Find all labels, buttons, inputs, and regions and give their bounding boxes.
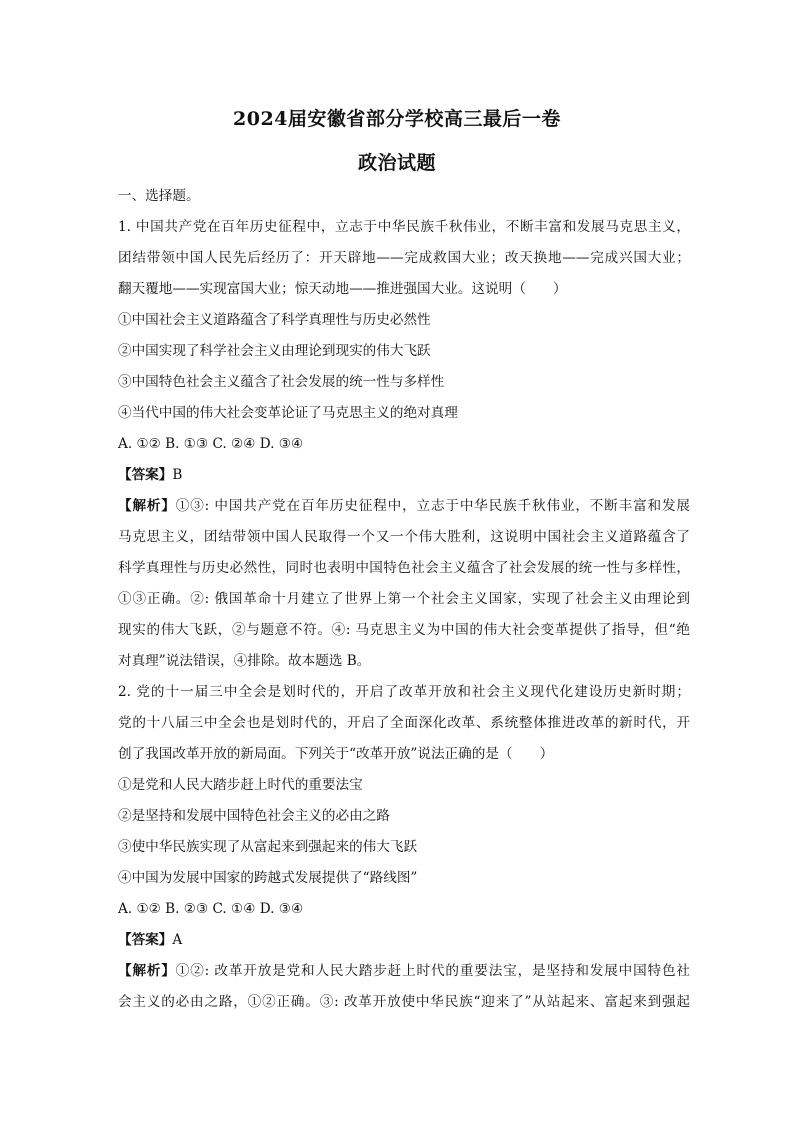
q2-analysis-line: 会主义的必由之路，①②正确。③: 改革开放使中华民族“迎来了”从站起来、富起来到强起 xyxy=(118,994,690,1010)
q1-analysis-line: ①③正确。②: 俄国革命十月建立了世界上第一个社会主义国家，实现了社会主义由理论到 xyxy=(118,591,690,607)
q1-analysis-line xyxy=(118,496,690,516)
q2-option: ②是坚持和发展中国特色社会主义的必由之路 xyxy=(118,808,390,824)
q2-option: ④中国为发展中国家的跨越式发展提供了“路线图” xyxy=(118,870,418,886)
q2-stem-line: 创了我国改革开放的新局面。下列关于“改革开放”说法正确的是（ ） xyxy=(118,746,554,762)
document-subtitle: 政治试题 xyxy=(357,152,436,174)
q1-analysis-line: 马克思主义，团结带领中国人民取得一个又一个伟大胜利，这说明中国社会主义道路蕴含了 xyxy=(118,529,690,545)
q2-analysis-line xyxy=(118,961,690,981)
answer-value: B xyxy=(172,467,183,483)
q2-choices: A. ①② B. ②③ C. ①④ D. ③④ xyxy=(118,901,304,917)
q1-choices: A. ①② B. ①③ C. ②④ D. ③④ xyxy=(118,436,304,452)
q1-option: ③中国特色社会主义蕴含了社会发展的统一性与多样性 xyxy=(118,374,445,390)
answer-tag: 【答案】 xyxy=(118,932,173,948)
section-heading: 一、选择题。 xyxy=(118,188,200,204)
answer-value: A xyxy=(172,932,183,948)
analysis-text: ①③: 中国共产党在百年历史征程中，立志于中华民族千秋伟业，不断丰富和发展 xyxy=(175,498,691,514)
q1-stem-line: 1. 中国共产党在百年历史征程中，立志于中华民族千秋伟业，不断丰富和发展马克思主义， xyxy=(118,219,690,235)
q2-option: ①是党和人民大踏步赶上时代的重要法宝 xyxy=(118,777,363,793)
document-title: 2024届安徽省部分学校高三最后一卷 xyxy=(233,108,561,130)
q2-option: ③使中华民族实现了从富起来到强起来的伟大飞跃 xyxy=(118,839,418,855)
q1-analysis-line: 现实的伟大飞跃，②与题意不符。④: 马克思主义为中国的伟大社会变革提供了指导，但“绝 xyxy=(118,622,690,638)
answer-tag: 【答案】 xyxy=(118,467,173,483)
q1-option: ①中国社会主义道路蕴含了科学真理性与历史必然性 xyxy=(118,312,431,328)
q1-answer xyxy=(118,465,690,485)
q2-answer xyxy=(118,930,690,950)
q1-stem-line: 翻天覆地——实现富国大业；惊天动地——推进强国大业。这说明（ ） xyxy=(118,281,567,297)
q2-stem-line: 2. 党的十一届三中全会是划时代的，开启了改革开放和社会主义现代化建设历史新时期； xyxy=(118,684,690,700)
analysis-text: ①②: 改革开放是党和人民大踏步赶上时代的重要法宝，是坚持和发展中国特色社 xyxy=(175,963,691,979)
q1-option: ②中国实现了科学社会主义由理论到现实的伟大飞跃 xyxy=(118,343,431,359)
q1-option: ④当代中国的伟大社会变革论证了马克思主义的绝对真理 xyxy=(118,405,458,421)
q2-stem-line: 党的十八届三中全会也是划时代的，开启了全面深化改革、系统整体推进改革的新时代，开 xyxy=(118,715,690,731)
q1-analysis-line: 对真理”说法错误，④排除。故本题选 B。 xyxy=(118,653,371,669)
analysis-tag: 【解析】 xyxy=(118,498,176,514)
q1-analysis-line: 科学真理性与历史必然性，同时也表明中国特色社会主义蕴含了社会发展的统一性与多样性， xyxy=(118,560,690,576)
analysis-tag: 【解析】 xyxy=(118,963,176,979)
q1-stem-line: 团结带领中国人民先后经历了：开天辟地——完成救国大业；改天换地——完成兴国大业； xyxy=(118,250,690,266)
